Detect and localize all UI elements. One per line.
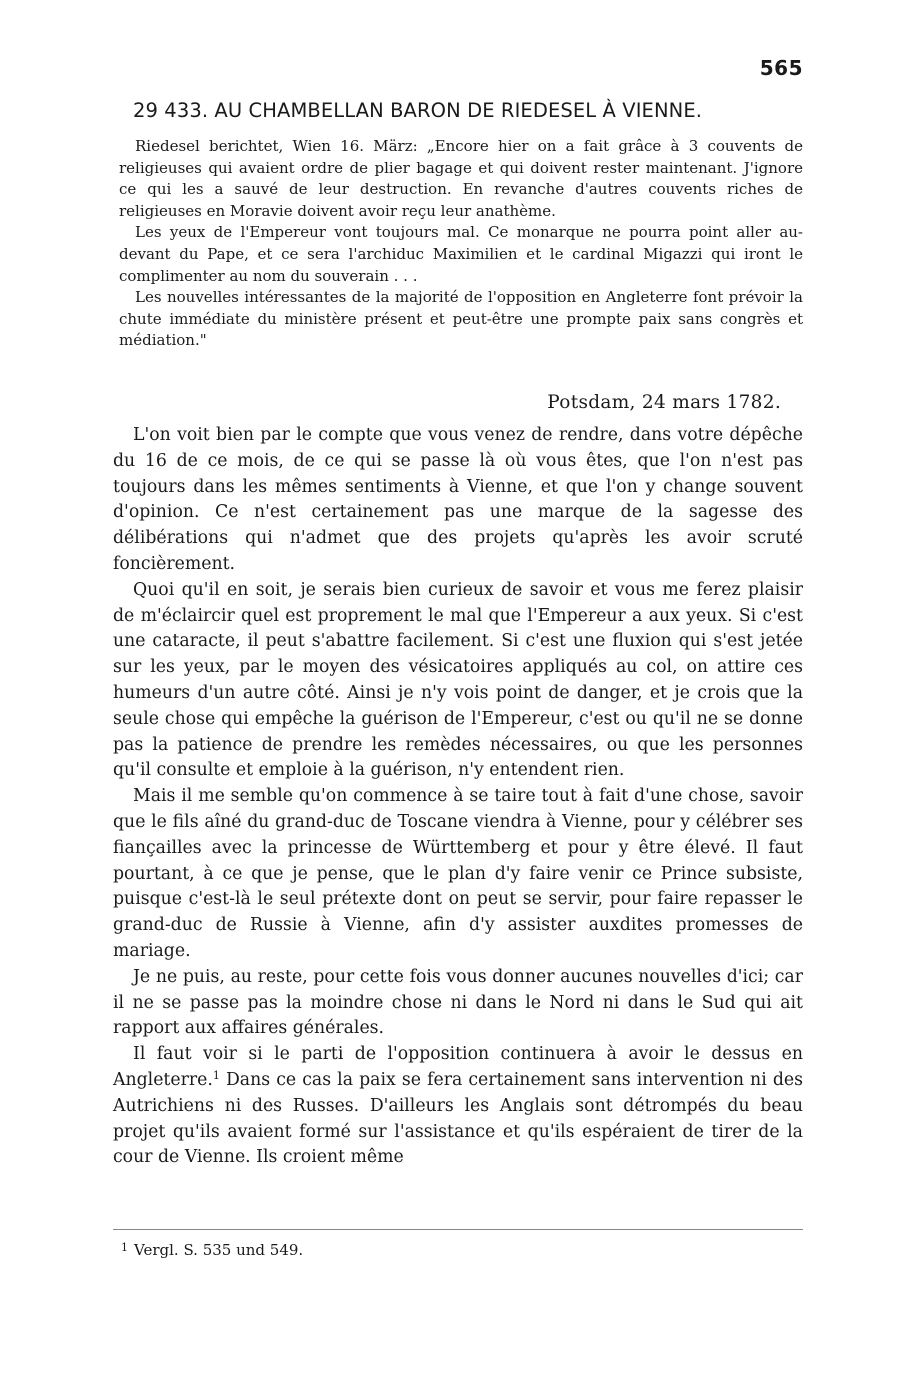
letter-body <box>113 423 803 1171</box>
dateline: Potsdam, 24 mars 1782. <box>547 392 781 413</box>
body-paragraph: L'on voit bien par le compte que vous venez de rendre, dans votre dépêche du 16 de ce mois, de ce qui se passe là où vous êtes, que l'on n'est pas toujours dans les mêmes sentiments à Vienne, et que l'on y change souvent d'opinion. Ce n'est certainement pas une marque de la sagesse des délibérations qui n'admet que des projets qu'après les avoir scruté foncièrement. <box>113 425 803 574</box>
body-paragraph: Quoi qu'il en soit, je serais bien curieux de savoir et vous me ferez plaisir de m'éclaircir quel est proprement le mal que l'Empereur a aux yeux. Si c'est une cataracte, il peut s'abattre facilement. Si c'est une fluxion qui s'est jetée sur les yeux, par le moyen des vésicatoires appliqués au col, on attire ces humeurs d'un autre côté. Ainsi je n'y vois point de danger, et je crois que la seule chose qui empêche la guérison de l'Empereur, c'est ou qu'il ne se donne pas la patience de prendre les remèdes nécessaires, ou que les personnes qu'il consulte et emploie à la guérison, n'y entendent rien. <box>113 579 803 781</box>
letter-heading: 29 433. AU CHAMBELLAN BARON DE RIEDESEL À VIENNE. <box>133 99 703 122</box>
body-paragraph: Mais il me semble qu'on commence à se taire tout à fait d'une chose, savoir que le fils aîné du grand-duc de Toscane viendra à Vienne, pour y célébrer ses fiançailles avec la princesse de Württemberg et pour y être élevé. Il faut pourtant, à ce que je pense, que le plan d'y faire venir ce Prince subsiste, puisque c'est-là le seul prétexte dont on peut se servir, pour faire repasser le grand-duc de Russie à Vienne, afin d'y assister auxdites promesses de mariage. <box>113 786 803 961</box>
paragraph-text: Dans ce cas la paix se fera certainement sans intervention ni des Autrichiens ni des Russes. D'ailleurs les Anglais sont détrompés du beau projet qu'ils avaient formé sur l'assistance et qu'ils espéraient de tirer de la cour de Vienne. Ils croient même <box>113 1069 803 1168</box>
page-number: 565 <box>759 56 803 80</box>
paragraph-text: Il faut voir si le parti de l'opposition continuera à avoir le dessus en Angleterre. <box>113 1044 803 1090</box>
footnote-reference[interactable]: 1 <box>212 1068 220 1082</box>
report-excerpt <box>119 136 803 352</box>
footnote <box>121 1241 303 1259</box>
body-paragraph: Je ne puis, au reste, pour cette fois vous donner aucunes nouvelles d'ici; car il ne se passe pas la moindre chose ni dans le Nord ni dans le Sud qui ait rapport aux affaires générales. <box>113 966 803 1039</box>
body-paragraph <box>113 1042 803 1171</box>
footnote-divider <box>113 1229 803 1230</box>
document-page <box>113 0 803 1392</box>
footnote-mark: 1 <box>121 1241 128 1254</box>
excerpt-paragraph: Les nouvelles intéressantes de la majorité de l'opposition en Angleterre font prévoir la chute immédiate du ministère présent et peut-être une prompte paix sans congrès et médiation." <box>119 288 803 350</box>
excerpt-paragraph: Riedesel berichtet, Wien 16. März: „Encore hier on a fait grâce à 3 couvents de religieuses qui avaient ordre de plier bagage et qui doivent rester maintenant. J'ignore ce qui les a sauvé de leur destruction. En revanche d'autres couvents riches de religieuses en Moravie doivent avoir reçu leur anathème. <box>119 137 803 220</box>
excerpt-paragraph: Les yeux de l'Empereur vont toujours mal. Ce monarque ne pourra point aller au-devant du Pape, et ce sera l'archiduc Maximilien et le cardinal Migazzi qui iront le complimenter au nom du souverain . . . <box>119 223 803 285</box>
footnote-text: Vergl. S. 535 und 549. <box>134 1241 304 1259</box>
